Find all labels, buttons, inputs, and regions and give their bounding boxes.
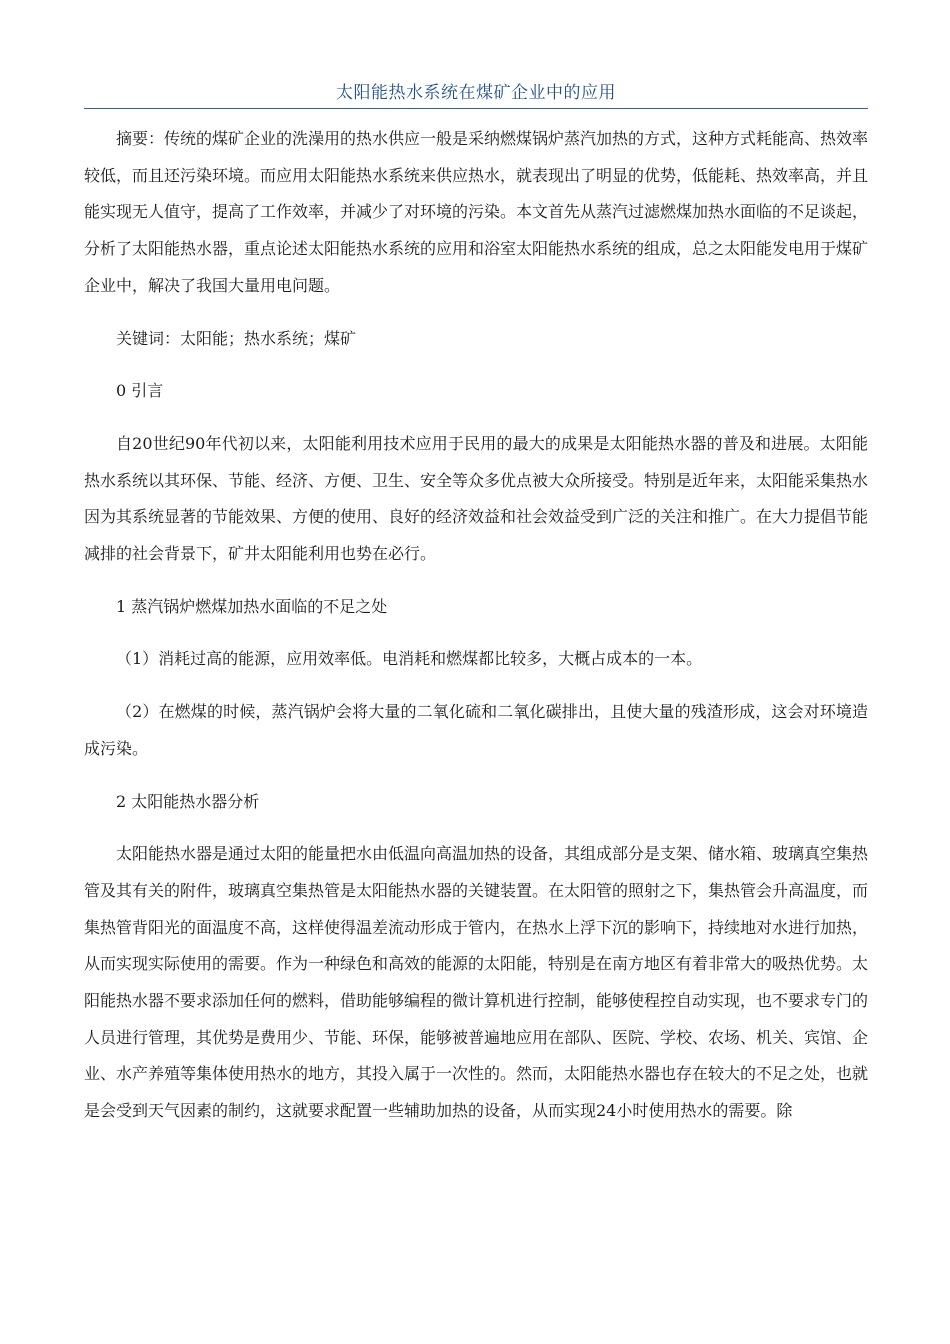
title-divider xyxy=(84,108,868,109)
intro-paragraph: 自20世纪90年代初以来，太阳能利用技术应用于民用的最大的成果是太阳能热水器的普及和进展。太阳能热水系统以其环保、节能、经济、方便、卫生、安全等众多优点被大众所接受。特别是近年来，太阳能采集热水因为其系统显著的节能效果、方便的使用、良好的经济效益和社会效益受到广泛的关注和推广。在大力提倡节能减排的社会背景下，矿井太阳能利用也势在必行。 xyxy=(84,433,869,564)
section-heading-boiler: 1 蒸汽锅炉燃煤加热水面临的不足之处 xyxy=(116,596,388,616)
document-title: 太阳能热水系统在煤矿企业中的应用 xyxy=(336,83,616,103)
keywords-paragraph: 关键词：太阳能；热水系统；煤矿 xyxy=(116,328,357,348)
point-1-paragraph: （1）消耗过高的能源，应用效率低。电消耗和燃煤都比较多，大概占成本的一本。 xyxy=(116,649,703,669)
analysis-paragraph: 太阳能热水器是通过太阳的能量把水由低温向高温加热的设备，其组成部分是支架、储水箱、玻璃真空集热管及其有关的附件，玻璃真空集热管是太阳能热水器的关键装置。在太阳管的照射之下，集热管会升高温度，而集热管背阳光的面温度不高，这样使得温差流动形成于管内，在热水上浮下沉的影响下，持续地对水进行加热，从而实现实际使用的需要。作为一种绿色和高效的能源的太阳能，特别是在南方地区有着非常大的吸热优势。太阳能热水器不要求添加任何的燃料，借助能够编程的微计算机进行控制，能够使程控自动实现，也不要求专门的人员进行管理，其优势是费用少、节能、环保，能够被普遍地应用在部队、医院、学校、农场、机关、宾馆、企业、水产养殖等集体使用热水的地方，其投入属于一次性的。然而，太阳能热水器也存在较大的不足之处，也就是会受到天气因素的制约，这就要求配置一些辅助加热的设备，从而实现24小时使用热水的需要。除 xyxy=(84,844,869,1121)
document-body xyxy=(84,121,868,1130)
section-heading-intro: 0 引言 xyxy=(116,381,164,401)
point-2-paragraph: （2）在燃煤的时候，蒸汽锅炉会将大量的二氧化硫和二氧化碳排出，且使大量的残渣形成，这会对环境造成污染。 xyxy=(84,702,868,758)
section-heading-analysis: 2 太阳能热水器分析 xyxy=(116,791,260,811)
abstract-paragraph: 摘要：传统的煤矿企业的洗澡用的热水供应一般是采纳燃煤锅炉蒸汽加热的方式，这种方式耗能高、热效率较低，而且还污染环境。而应用太阳能热水系统来供应热水，就表现出了明显的优势，低能耗、热效率高，并且能实现无人值守，提高了工作效率，并减少了对环境的污染。本文首先从蒸汽过滤燃煤加热水面临的不足谈起，分析了太阳能热水器，重点论述太阳能热水系统的应用和浴室太阳能热水系统的组成，总之太阳能发电用于煤矿企业中，解决了我国大量用电问题。 xyxy=(84,129,869,295)
